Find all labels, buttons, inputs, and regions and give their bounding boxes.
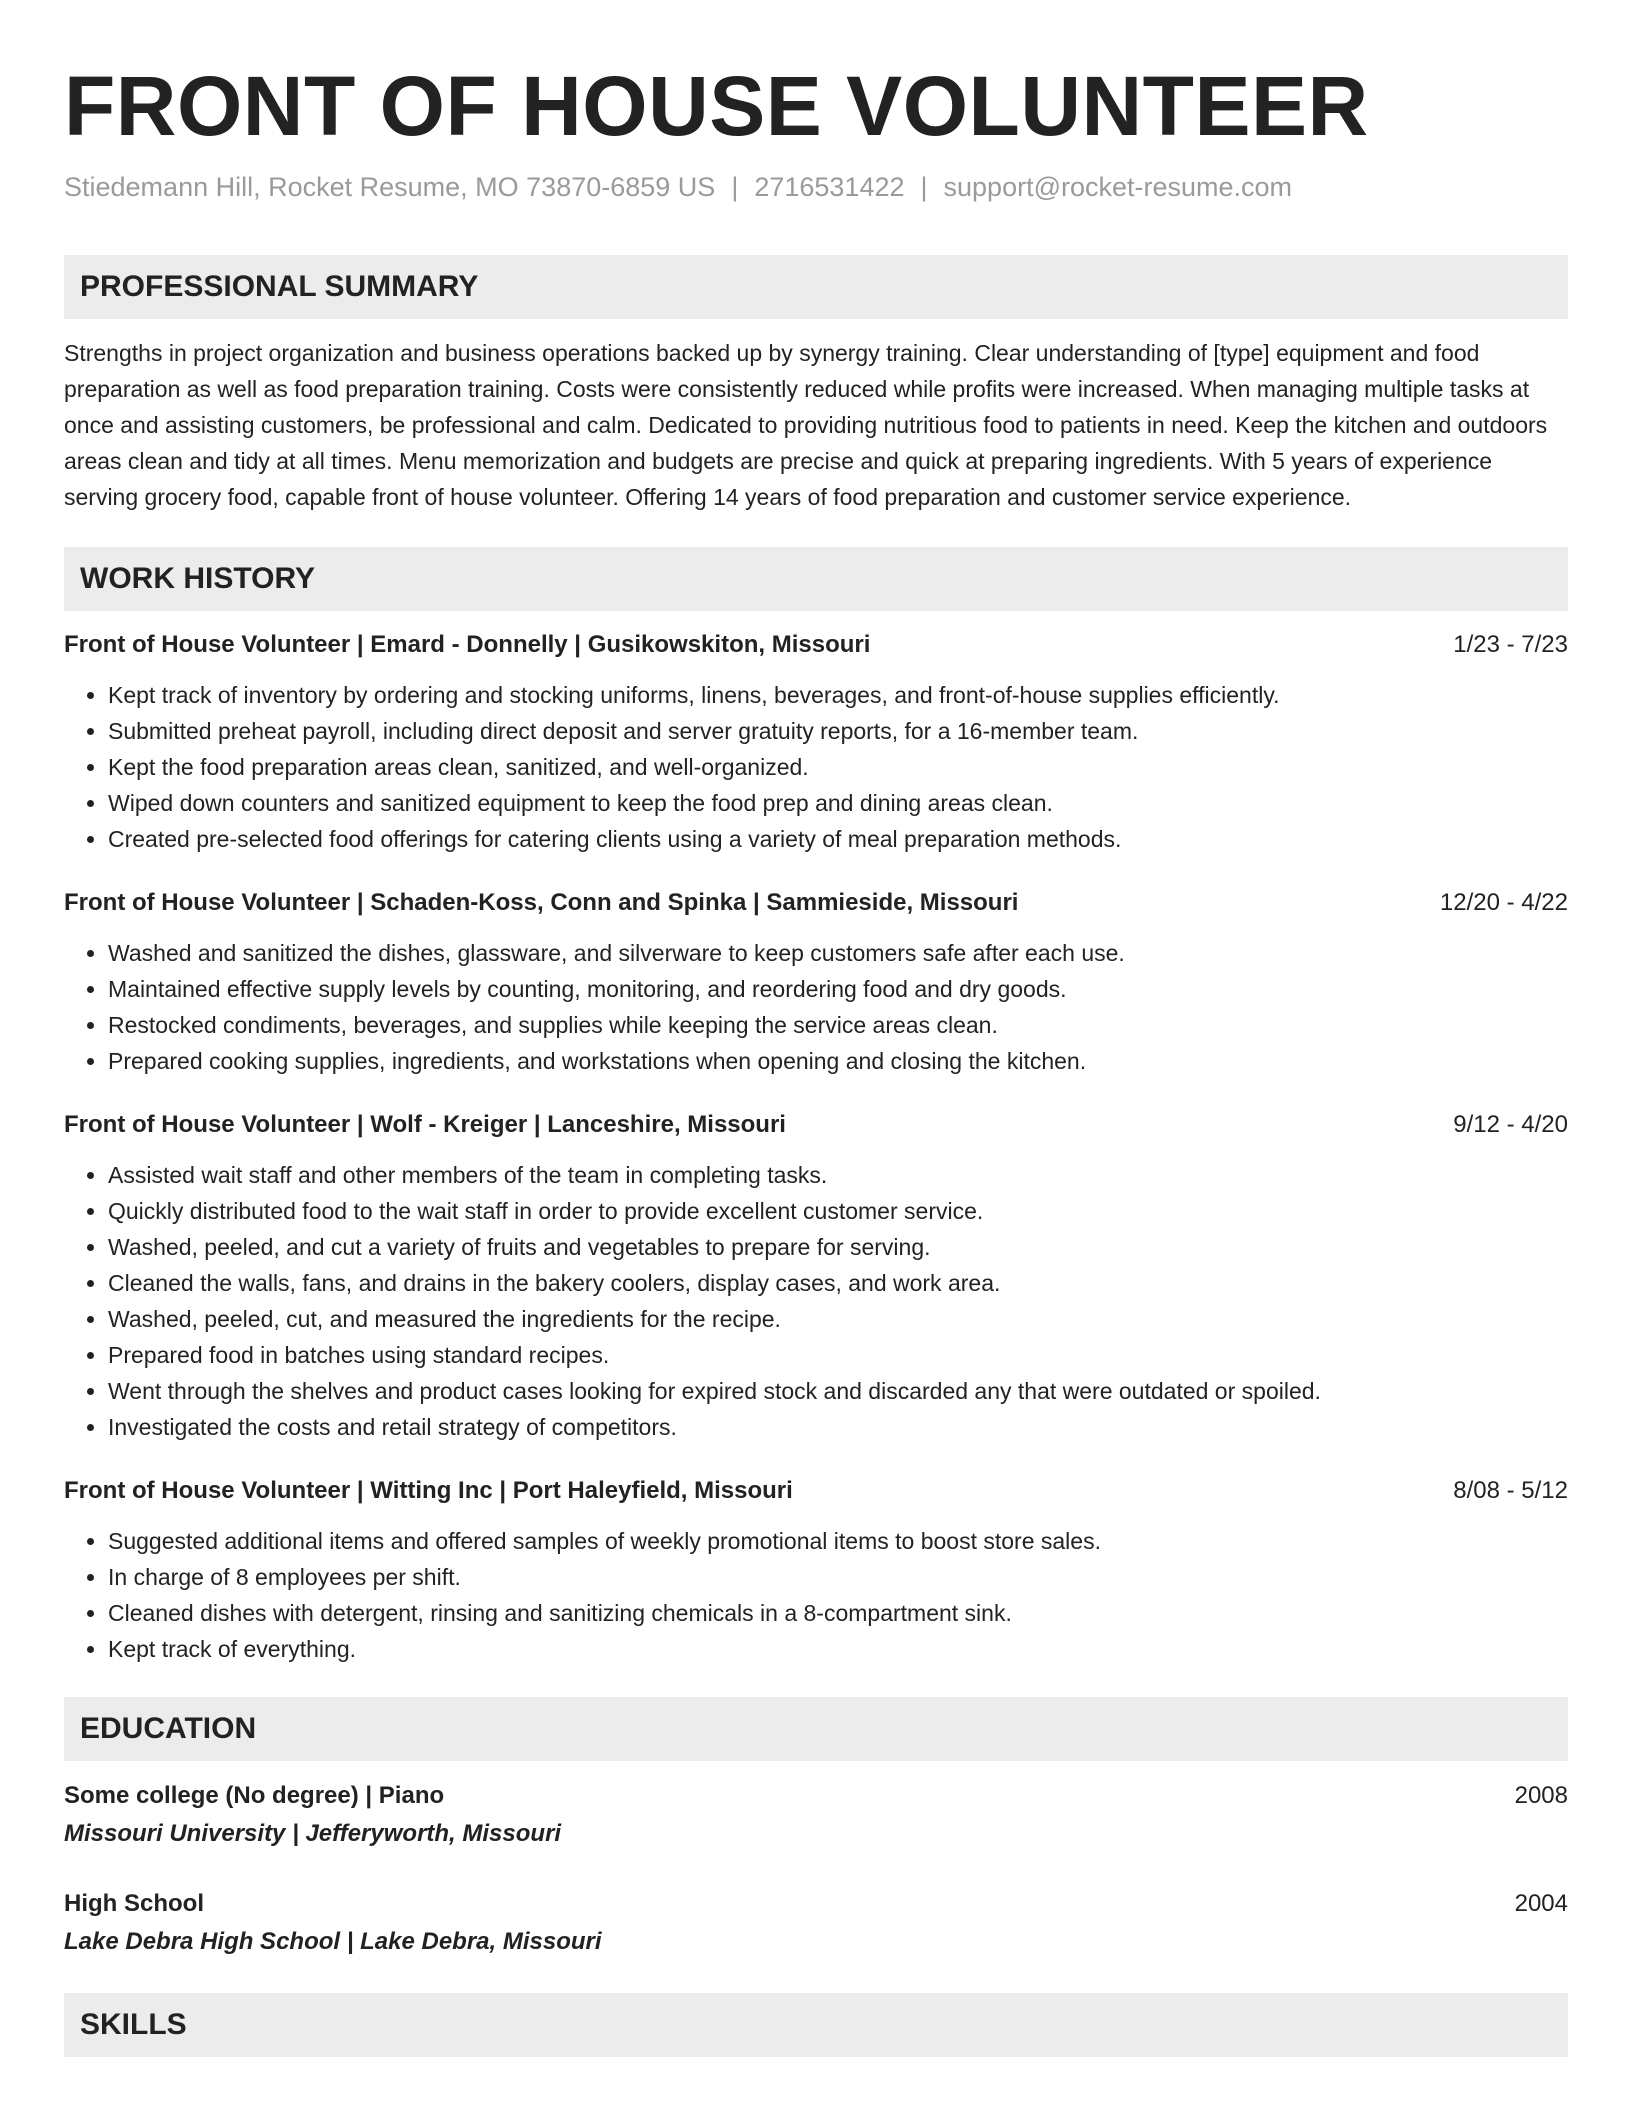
job-bullet: • Cleaned dishes with detergent, rinsing and sanitizing chemicals in a 8-compartment sink. <box>108 1595 1568 1631</box>
job-header <box>64 885 1568 921</box>
job-bullet: • Prepared cooking supplies, ingredients, and workstations when opening and closing the kitchen. <box>108 1043 1568 1079</box>
section-header-summary: PROFESSIONAL SUMMARY <box>64 255 1568 319</box>
job-bullets <box>64 935 1568 1079</box>
contact-phone: 2716531422 <box>754 172 905 202</box>
job-header <box>64 627 1568 663</box>
job-bullets <box>64 1157 1568 1445</box>
education-year: 2008 <box>1514 1782 1568 1809</box>
contact-separator: | <box>731 172 739 202</box>
job-entry <box>64 1107 1568 1445</box>
job-bullet: • Prepared food in batches using standard recipes. <box>108 1337 1568 1373</box>
resume-page <box>64 0 1568 2057</box>
summary-text: Strengths in project organization and business operations backed up by synergy training. Clear understanding of [type] equipment and food preparation as well as food preparation training. Costs were consistently reduced while profits were increased. When managing multiple tasks at once and assisting customers, be professional and calm. Dedicated to providing nutritious food to patients in need. Keep the kitchen and outdoors areas clean and tidy at all times. Menu memorization and budgets are precise and quick at preparing ingredients. With 5 years of experience serving grocery food, capable front of house volunteer. Offering 14 years of food preparation and customer service experience. <box>64 340 1548 510</box>
education-school: Missouri University | Jefferyworth, Missouri <box>64 1820 562 1847</box>
job-dates: 1/23 - 7/23 <box>1453 631 1568 658</box>
job-dates: 9/12 - 4/20 <box>1453 1111 1568 1138</box>
job-header <box>64 1473 1568 1509</box>
job-title: Front of House Volunteer | Witting Inc | Port Haleyfield, Missouri <box>64 1477 793 1504</box>
job-bullet: • Investigated the costs and retail strategy of competitors. <box>108 1409 1568 1445</box>
job-bullet: • Kept track of inventory by ordering and stocking uniforms, linens, beverages, and front-of-house supplies efficiently. <box>108 677 1568 713</box>
job-entry <box>64 627 1568 857</box>
job-bullet: • Went through the shelves and product cases looking for expired stock and discarded any that were outdated or spoiled. <box>108 1373 1568 1409</box>
job-bullet: • Kept track of everything. <box>108 1631 1568 1667</box>
job-entry <box>64 885 1568 1079</box>
job-bullets <box>64 677 1568 857</box>
education-school: Lake Debra High School | Lake Debra, Missouri <box>64 1928 602 1955</box>
job-dates: 12/20 - 4/22 <box>1439 889 1568 916</box>
job-title: Front of House Volunteer | Schaden-Koss, Conn and Spinka | Sammieside, Missouri <box>64 889 1019 916</box>
contact-separator: | <box>920 172 928 202</box>
job-bullet: • Cleaned the walls, fans, and drains in the bakery coolers, display cases, and work area. <box>108 1265 1568 1301</box>
section-header-skills: SKILLS <box>64 1993 1568 2057</box>
education-entry <box>64 1885 1568 1961</box>
education-year: 2004 <box>1514 1890 1568 1917</box>
resume-name: FRONT OF HOUSE VOLUNTEER <box>64 59 1369 153</box>
job-bullets <box>64 1523 1568 1667</box>
job-bullet: • Restocked condiments, beverages, and supplies while keeping the service areas clean. <box>108 1007 1568 1043</box>
section-header-work-history: WORK HISTORY <box>64 547 1568 611</box>
job-title: Front of House Volunteer | Emard - Donnelly | Gusikowskiton, Missouri <box>64 631 871 658</box>
job-bullet: • In charge of 8 employees per shift. <box>108 1559 1568 1595</box>
education-header <box>64 1885 1568 1923</box>
job-header <box>64 1107 1568 1143</box>
education-entry <box>64 1777 1568 1853</box>
job-bullet: • Assisted wait staff and other members of the team in completing tasks. <box>108 1157 1568 1193</box>
job-bullet: • Maintained effective supply levels by counting, monitoring, and reordering food and dry goods. <box>108 971 1568 1007</box>
job-bullet: • Washed, peeled, and cut a variety of fruits and vegetables to prepare for serving. <box>108 1229 1568 1265</box>
contact-line <box>64 170 1568 204</box>
job-bullet: • Suggested additional items and offered samples of weekly promotional items to boost store sales. <box>108 1523 1568 1559</box>
education-degree: High School <box>64 1890 204 1917</box>
section-header-education: EDUCATION <box>64 1697 1568 1761</box>
job-title: Front of House Volunteer | Wolf - Kreiger | Lanceshire, Missouri <box>64 1111 786 1138</box>
job-bullet: • Kept the food preparation areas clean, sanitized, and well-organized. <box>108 749 1568 785</box>
job-dates: 8/08 - 5/12 <box>1453 1477 1568 1504</box>
contact-address: Stiedemann Hill, Rocket Resume, MO 73870-6859 US <box>64 172 716 202</box>
job-bullet: • Quickly distributed food to the wait staff in order to provide excellent customer service. <box>108 1193 1568 1229</box>
job-bullet: • Wiped down counters and sanitized equipment to keep the food prep and dining areas clean. <box>108 785 1568 821</box>
contact-email: support@rocket-resume.com <box>943 172 1293 202</box>
education-degree: Some college (No degree) | Piano <box>64 1782 445 1809</box>
job-bullet: • Washed, peeled, cut, and measured the ingredients for the recipe. <box>108 1301 1568 1337</box>
job-bullet: • Submitted preheat payroll, including direct deposit and server gratuity reports, for a 16-member team. <box>108 713 1568 749</box>
job-bullet: • Created pre-selected food offerings for catering clients using a variety of meal preparation methods. <box>108 821 1568 857</box>
job-entry <box>64 1473 1568 1667</box>
education-header <box>64 1777 1568 1815</box>
job-bullet: • Washed and sanitized the dishes, glassware, and silverware to keep customers safe after each use. <box>108 935 1568 971</box>
